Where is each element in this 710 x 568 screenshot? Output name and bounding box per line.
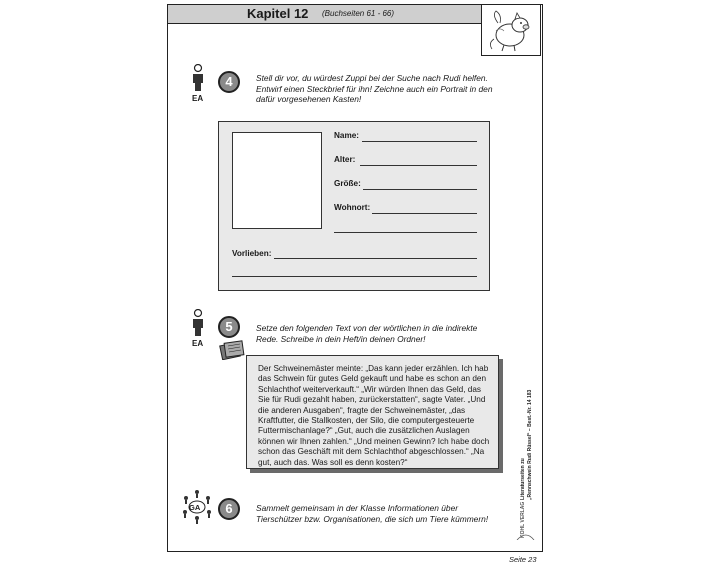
publisher-logo-text: KOHL VERLAG [520,501,526,538]
wohnort-line-2[interactable] [334,232,477,233]
publisher-sidebar-graphic [514,380,538,540]
vorlieben-line-2[interactable] [232,276,477,277]
dialogue-passage: Der Schweinemäster meinte: „Das kann jeder erzählen. Ich hab das Schwein für gutes Geld gekauft und habe es schon an den Schlachthof weiterverkauft.“ „Wir würden Ihnen das Geld, das Sie für Rudi gezahlt haben, zurückerstatten“, sagte Vater. „Und die anderen Ausgaben“, fragte der Schweinemäster, „das Kraftfutter, die Stallkosten, der Silo, die computergesteuerte Futtermischanlage?“ „Gut, auch die zusätzlichen Auslagen können wir Ihnen zahlen.“ „Und meinen Gewinn? Ich habe doch schon das Geschäft mit dem Schlachthof abgeschlossen.“ „Na gut, auch das. Was soll es denn kosten?“ [258,364,490,467]
task4-instruction: Stell dir vor, du würdest Zuppi bei der Suche nach Rudi helfen. Entwirf einen Steckbrief für ihn! Zeichne auch ein Portrait in den dafür vorgesehenen Kasten! [256,73,493,104]
wohnort-label: Wohnort: [334,203,371,212]
task5-instruction: Setze den folgenden Text von der wörtlichen in die indirekte Rede. Schreibe in dein Heft/in deinen Ordner! [256,323,478,344]
alter-line[interactable] [360,165,477,166]
task6-mode-label: GA [189,503,201,512]
task5-number-badge: 5 [218,316,240,338]
name-label: Name: [334,131,360,140]
groesse-label: Größe: [334,179,361,188]
task6-number-badge: 6 [218,498,240,520]
portrait-box[interactable] [232,132,322,229]
alter-label: Alter: [334,155,356,164]
name-line[interactable] [362,141,477,142]
chapter-pages: (Buchseiten 61 - 66) [322,9,395,18]
pig-illustration [481,4,541,56]
wohnort-line[interactable] [372,213,477,214]
sidebar-title-text: „Rennschwein Rudi Rüssel“ – Best.-Nr. 14 183 [527,389,533,500]
individual-work-icon [191,64,205,92]
pig-icon [482,5,540,55]
page-number: Seite 23 [509,555,537,564]
sidebar-series-text: Literaturseiten zu [520,458,526,500]
vorlieben-line[interactable] [274,258,477,259]
task5-mode-label: EA [192,339,204,348]
task4-number-badge: 4 [218,71,240,93]
notebook-icon [219,340,245,360]
individual-work-icon [191,309,205,337]
task4-mode-label: EA [192,94,204,103]
vorlieben-label: Vorlieben: [232,249,272,258]
publisher-sidebar [514,380,538,540]
chapter-title: Kapitel 12 [247,6,309,21]
task6-instruction: Sammelt gemeinsam in der Klasse Informationen über Tierschützer bzw. Organisationen, die sich um Tiere kümmern! [256,503,489,524]
groesse-line[interactable] [363,189,477,190]
